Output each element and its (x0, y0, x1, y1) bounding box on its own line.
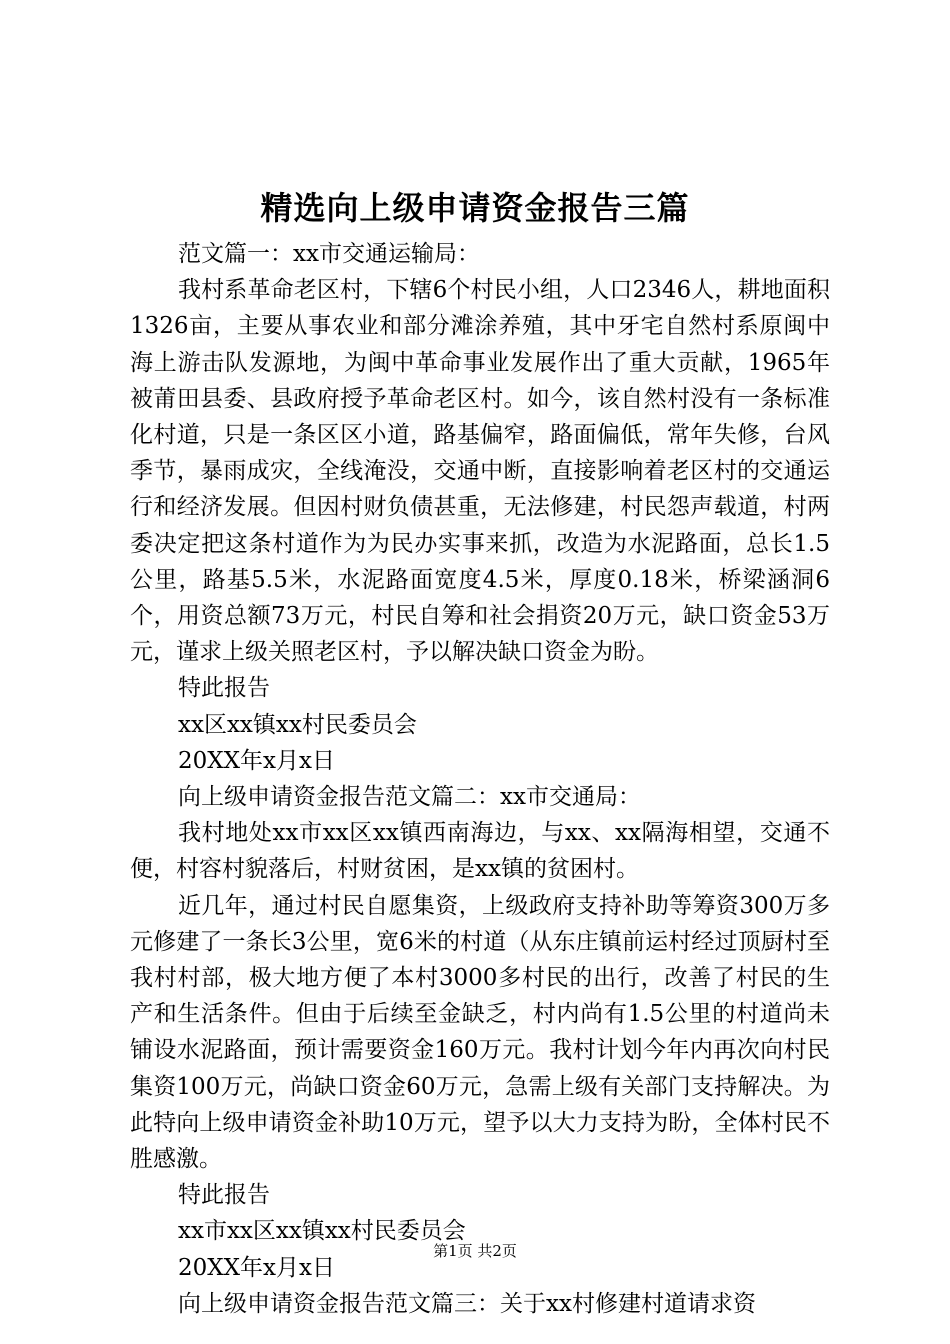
document-body (130, 236, 830, 1322)
body-paragraph-3: 近几年，通过村民自愿集资，上级政府支持补助等筹资300万多元修建了一条长3公里，宽6米的村道（从东庄镇前运村经过顶厨村至我村村部，极大地方便了本村3000多村民的出行，改善了村民的生产和生活条件。但由于后续至金缺乏，村内尚有1.5公里的村道尚未铺设水泥路面，预计需要资金160万元。我村计划今年内再次向村民集资100万元，尚缺口资金60万元，急需上级有关部门支持解决。为此特向上级申请资金补助10万元，望予以大力支持为盼，全体村民不胜感激。 (130, 892, 830, 1173)
signature-1: xx区xx镇xx村民委员会 (178, 711, 417, 738)
section-heading-3: 向上级申请资金报告范文篇三：关于xx村修建村道请求资 (178, 1290, 756, 1317)
salutation-2: 向上级申请资金报告范文篇二：xx市交通局： (178, 784, 641, 811)
date-1: 20XX年x月x日 (178, 747, 335, 774)
document-title: 精选向上级申请资金报告三篇 (260, 189, 690, 227)
closing-1: 特此报告 (178, 675, 270, 702)
date-2: 20XX年x月x日 (178, 1254, 335, 1281)
body-paragraph-1: 我村系革命老区村，下辖6个村民小组，人口2346人，耕地面积1326亩，主要从事农业和部分滩涂养殖，其中牙宅自然村系原闽中海上游击队发源地，为闽中革命事业发展作出了重大贡献，1965年被莆田县委、县政府授予革命老区村。如今，该自然村没有一条标准化村道，只是一条区区小道，路基偏窄，路面偏低，常年失修，台风季节，暴雨成灾，全线淹没，交通中断，直接影响着老区村的交通运行和经济发展。但因村财负债甚重，无法修建，村民怨声载道，村两委决定把这条村道作为为民办实事来抓，改造为水泥路面，总长1.5公里，路基5.5米，水泥路面宽度4.5米，厚度0.18米，桥梁涵洞6个，用资总额73万元，村民自筹和社会捐资20万元，缺口资金53万元，谨求上级关照老区村，予以解决缺口资金为盼。 (130, 277, 830, 666)
page-footer: 第1页 共2页 (433, 1242, 517, 1260)
signature-2: xx市xx区xx镇xx村民委员会 (178, 1218, 466, 1245)
salutation-1: 范文篇一：xx市交通运输局： (178, 241, 480, 267)
body-paragraph-2: 我村地处xx市xx区xx镇西南海边，与xx、xx隔海相望，交通不便，村容村貌落后，村财贫困，是xx镇的贫困村。 (130, 820, 830, 883)
closing-2: 特此报告 (178, 1182, 270, 1209)
